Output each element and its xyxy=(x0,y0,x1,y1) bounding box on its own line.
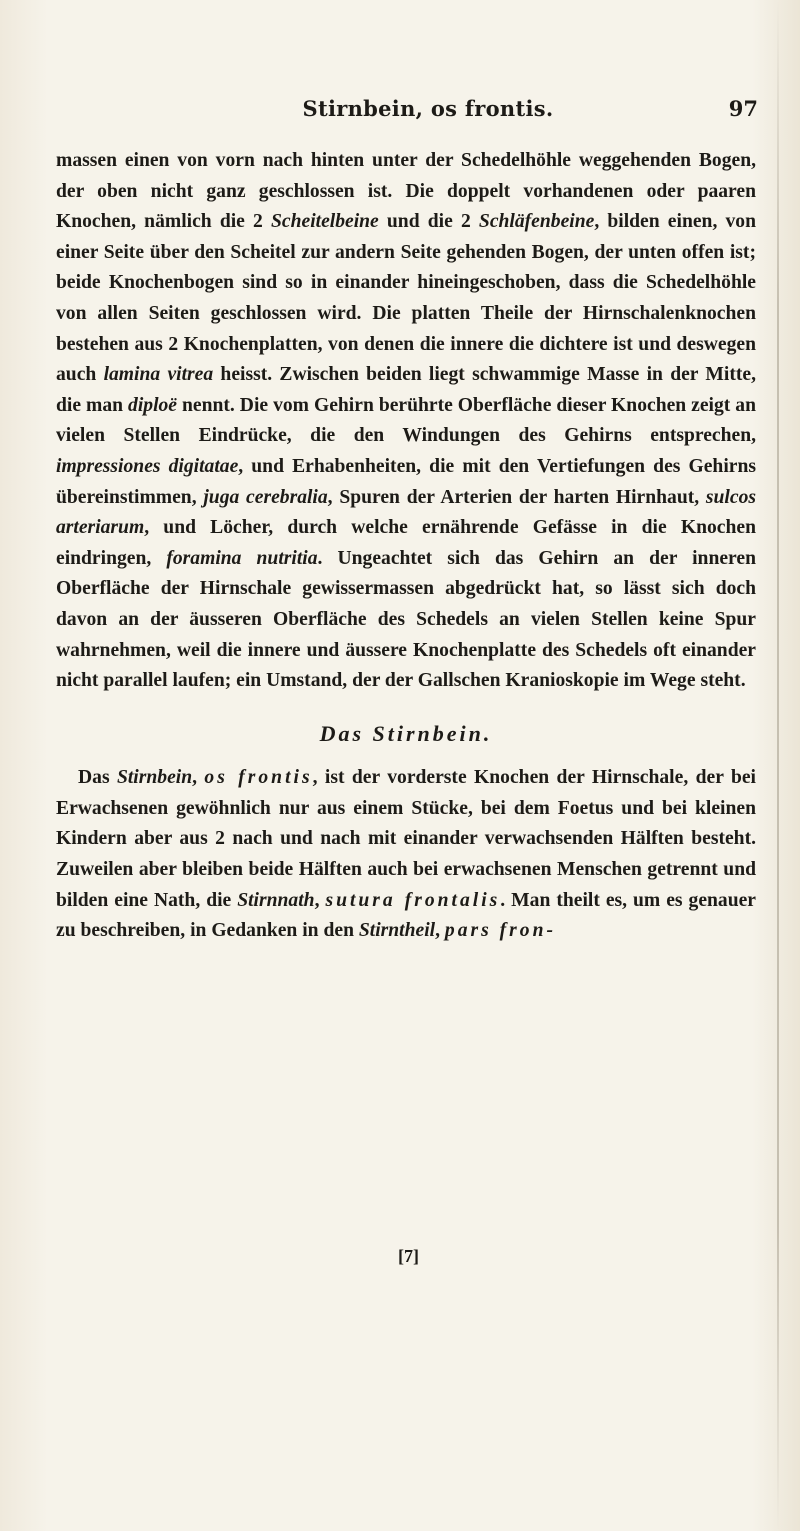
italic-term: sulcos arteriarum xyxy=(56,486,756,539)
italic-term: Stirnbein xyxy=(116,767,193,789)
text-run: Das xyxy=(78,767,117,789)
section-heading: Das Stirnbein. xyxy=(319,720,493,746)
italic-term: Scheitelbeine xyxy=(271,211,379,233)
italic-term: Stirnnath xyxy=(237,889,315,911)
text-run: . Man theilt es, um es genauer zu beschreiben, in Gedanken in den xyxy=(56,889,756,942)
italic-term: pars fron- xyxy=(444,920,557,942)
paragraph-frontal-bone xyxy=(56,763,756,947)
italic-term: juga cerebralia xyxy=(203,486,328,508)
text-run: nennt. Die vom Gehirn berührte Oberfläche dieser Knochen zeigt an vielen Stellen Eindrücke, die den Windungen des Gehirns entsprechen, xyxy=(56,394,757,447)
text-run: , xyxy=(314,889,326,911)
text-run: , ist der vorderste Knochen der Hirnschale, der bei Erwachsenen gewöhnlich nur aus einem Stücke, bei dem Foetus und bei kleinen Kindern aber aus 2 nach und nach mit einander verwachsenden Hälften besteht. Zuweilen aber bleiben beide Hälften auch bei erwachsenen Menschen getrennt und bilden eine Nath, die xyxy=(56,767,756,911)
signature-mark: [7] xyxy=(398,1246,419,1266)
italic-term: sutura frontalis xyxy=(325,889,501,911)
text-run: , Spuren der Arterien der harten Hirnhaut, xyxy=(327,486,706,508)
italic-term: os frontis xyxy=(204,767,313,789)
text-run: massen einen von vorn nach hinten unter der Schedelhöhle weggehenden Bogen, der oben nicht ganz geschlossen ist. Die doppelt vorhandenen oder paaren Knochen, nämlich die 2 xyxy=(56,150,756,233)
italic-term: Stirntheil xyxy=(358,920,436,942)
italic-term: lamina vitrea xyxy=(103,364,214,386)
text-run: , xyxy=(192,767,205,789)
page-edge-shadow xyxy=(777,0,779,1531)
text-run: , und Löcher, durch welche ernährende Gefässe in die Knochen eindringen, xyxy=(56,517,756,569)
text-run: . Ungeachtet sich das Gehirn an der inneren Oberfläche der Hirnschale gewissermassen abgedrückt hat, so lässt sich doch davon an der äusseren Oberfläche des Schedels an vielen Stellen keine Spur wahrnehmen, weil die innere und äussere Knochenplatte des Schedels oft einander nicht parallel laufen; ein Umstand, der der Gallschen Kranioskopie im Wege steht. xyxy=(56,547,756,692)
italic-term: Schläfenbeine xyxy=(478,211,595,233)
page-header xyxy=(198,96,758,126)
italic-term: impressiones digitatae xyxy=(56,455,239,477)
text-run: , bilden einen, von einer Seite über den Scheitel zur andern Seite gehenden Bogen, der unten offen ist; beide Knochenbogen sind so in einander hineingeschoben, dass die Schedelhöhle von allen Seiten geschlossen wird. Die platten Theile der Hirnschalenknochen bestehen aus 2 Knochenplatten, von denen die innere die dichtere ist und deswegen auch xyxy=(56,211,756,386)
body-text xyxy=(56,146,756,947)
text-run: , und Erhabenheiten, die mit den Vertiefungen des Gehirns übereinstimmen, xyxy=(56,455,756,508)
page-number: 97 xyxy=(728,96,758,121)
text-run: und die 2 xyxy=(378,211,479,233)
running-title: Stirnbein, os frontis. xyxy=(302,96,554,121)
paragraph-skull-bones xyxy=(56,146,756,697)
italic-term: diploë xyxy=(128,394,178,416)
italic-term: foramina nutritia xyxy=(166,547,318,569)
text-run: , xyxy=(435,920,445,942)
text-run: heisst. Zwischen beiden liegt schwammige Masse in der Mitte, die man xyxy=(56,364,756,416)
